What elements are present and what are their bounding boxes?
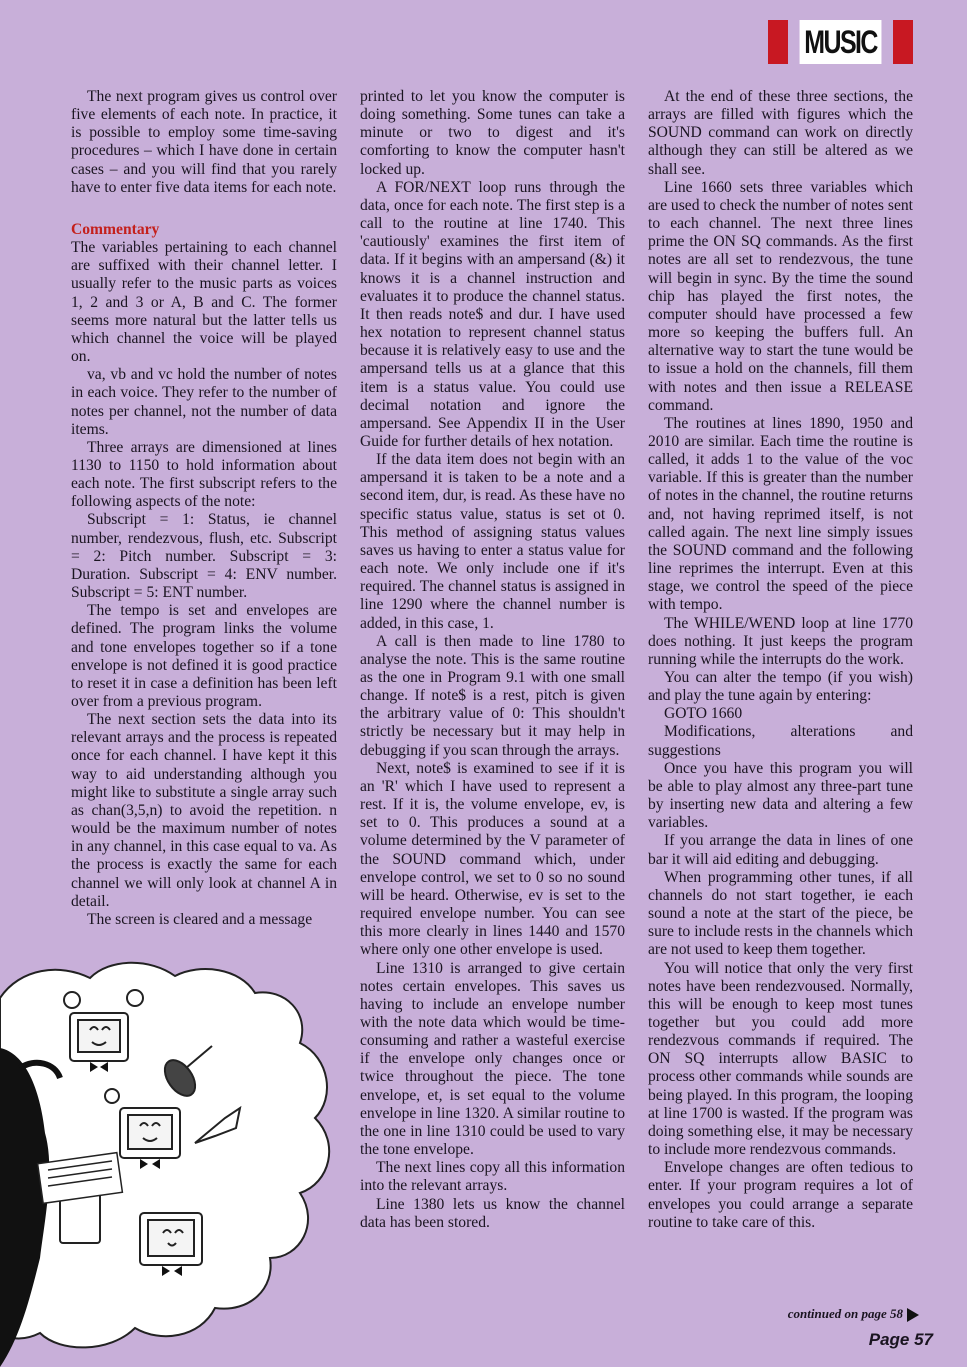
paragraph: A FOR/NEXT loop runs through the data, once for each note. The first step is a call to the routine at line 1740. This 'cautiously' examines the first item of data. If it begins with an ampersand (&) it knows it is a channel instruction and evaluates it to produce the channel status. It then reads note$ and dur. I have used hex notation to represent channel status because it is relatively easy to use and the ampersand tells us at a glance that this item is a status value. You could use decimal notation and ignore the ampersand. See Appendix II in the User Guide for further details of hex notation.: [360, 178, 625, 450]
paragraph: Line 1660 sets three variables which are used to check the number of notes sent to each channel. The next three lines prime the ON SQ commands. As the first notes are all set to rendezvous, the tune will begin in sync. By the time the sound chip has played the first notes, the computer should have processed a few more so keeping the buffers full. An alternative way to start the tune would be to issue a hold on the channels, fill them with notes and then issue a RELEASE command.: [648, 178, 914, 414]
paragraph: If the data item does not begin with an ampersand it is taken to be a note and a second item, dur, is read. As these have no specific status value, status is set ot 0. This method of assigning status values saves us having to enter a status value for each note. We only include one if it's required. The channel status is assigned in line 1290 where the channel number is added, in this case, 1.: [360, 451, 625, 632]
paragraph: va, vb and vc hold the number of notes in each voice. They refer to the number of notes per channel, not the number of data items.: [71, 366, 337, 438]
section-label: MUSIC: [799, 20, 881, 64]
paragraph: The variables pertaining to each channel are suffixed with their channel letter. I usually refer to the music parts as voices 1, 2 and 3 or A, B and C. The former seems more natural but the latter tells us which channel the voice will be played on.: [71, 239, 337, 366]
arrow-right-icon: [907, 1308, 919, 1322]
paragraph: The next lines copy all this information into the relevant arrays.: [360, 1159, 625, 1195]
page-number: Page 57: [868, 1330, 933, 1349]
section-heading: Commentary: [71, 220, 160, 238]
logo-red-block-left: [768, 20, 788, 64]
continued-note: [788, 1306, 919, 1322]
paragraph: Next, note$ is examined to see if it is an 'R' which I have used to represent a rest. If it is, the volume envelope, ev, is set to 0. This produces a sound at a volume determined by the V parameter of the SOUND command which, under envelope control, we set to 0 so no sound will be heard. Otherwise, ev is set to the required envelope number. You can see this more clearly in lines 1440 and 1570 where only one other envelope is used.: [360, 759, 625, 959]
paragraph: The next section sets the data into its relevant arrays and the process is repeated once for each channel. I have kept it this way to aid understanding although you might like to substitute a single array such as chan(3,5,n) to avoid the repetition. n would be the maximum number of notes in any channel, in this case equal to va. As the process is exactly the same for each channel we will only look at channel A in detail.: [71, 711, 337, 910]
code-line: GOTO 1660: [664, 705, 743, 723]
paragraph: When programming other tunes, if all channels do not start together, ie each sound a note at the start of the piece, be sure to include rests in the channels which are not used to keep them together.: [648, 868, 913, 959]
paragraph: printed to let you know the computer is doing something. Some tunes can take a minute or two to digest and it's comforting to know the computer hasn't locked up.: [360, 88, 625, 178]
paragraph: Modifications, alterations and suggestions: [648, 723, 913, 759]
paragraph: You can alter the tempo (if you wish) and play the tune again by entering:: [648, 669, 913, 705]
paragraph: The routines at lines 1890, 1950 and 2010 are similar. Each time the routine is called, it adds 1 to the value of the voc variable. If this is greater than the number of notes in the channel, the routine returns and, not having reprimed itself, is not called again. The next line simply issues the SOUND command and the following line reprimes the interrupt. Even at this stage, we control the speed of the piece with tempo.: [648, 414, 913, 614]
paragraph: The WHILE/WEND loop at line 1770 does nothing. It just keeps the program running while the interrupts do the work.: [648, 614, 913, 668]
paragraph: Line 1380 lets us know the channel data has been stored.: [360, 1195, 625, 1231]
paragraph: The tempo is set and envelopes are defined. The program links the volume and tone envelopes together so if a tone envelope is not defined it is good practice to reset it in case a definition has been left over from a previous program.: [71, 602, 337, 710]
paragraph: Envelope changes are often tedious to enter. If your program requires a lot of envelopes you could arrange a separate routine to take care of this.: [648, 1159, 913, 1231]
paragraph: Three arrays are dimensioned at lines 1130 to 1150 to hold information about each note. The first subscript refers to the following aspects of the note:: [71, 438, 337, 511]
paragraph: If you arrange the data in lines of one bar it will aid editing and debugging.: [648, 832, 913, 868]
text-column-1: [71, 88, 337, 929]
paragraph: Subscript = 1: Status, ie channel number, rendezvous, flush, etc. Subscript = 2: Pitch number. Subscript = 3: Duration. Subscript = 4: ENV number. Subscript = 5: ENT number.: [71, 511, 337, 602]
paragraph: The next program gives us control over five elements of each note. In practice, it is possible to employ some time-saving procedures – which I have done in certain cases – and you will find that you rarely have to enter five data items for each note.: [71, 88, 337, 196]
text-column-2: [360, 88, 625, 1232]
paragraph: A call is then made to line 1780 to analyse the note. This is the same routine as the one in Program 9.1 with one small change. If note$ is a rest, pitch is given the arbitrary value of 0: This shouldn't strictly be necessary but it may help in debugging if you scan through the arrays.: [360, 632, 625, 759]
computer-orchestra-illustration: [0, 958, 340, 1367]
text-column-3: [648, 88, 913, 1232]
paragraph: Once you have this program you will be able to play almost any three-part tune by inserting new data and altering a few variables.: [648, 759, 913, 832]
paragraph: You will notice that only the very first notes have been rendezvoused. Normally, this will be enough to keep most tunes together but you could add more rendezvous commands if required. The ON SQ interrupts allow BASIC to process other commands while sounds are being played. In this program, the looping at line 1700 is wasted. If the program was doing something else, it may be necessary to include more rendezvous commands.: [648, 959, 913, 1159]
logo-red-block-right: [893, 20, 913, 64]
paragraph: The screen is cleared and a message: [87, 910, 313, 928]
section-logo: [768, 20, 913, 64]
continued-text: continued on page 58: [787, 1306, 903, 1321]
paragraph: Line 1310 is arranged to give certain notes certain envelopes. This saves us having to include an envelope number with the note data which would be time-consuming and rather a wasteful exercise if the envelope only changes once or twice throughout the piece. The tone envelope, et, is set equal to the volume envelope in line 1320. A similar routine to the one in line 1310 could be used to vary the tone envelope.: [360, 959, 625, 1159]
paragraph: At the end of these three sections, the arrays are filled with figures which the SOUND command can work on directly although they can still be altered as we shall see.: [648, 88, 913, 178]
